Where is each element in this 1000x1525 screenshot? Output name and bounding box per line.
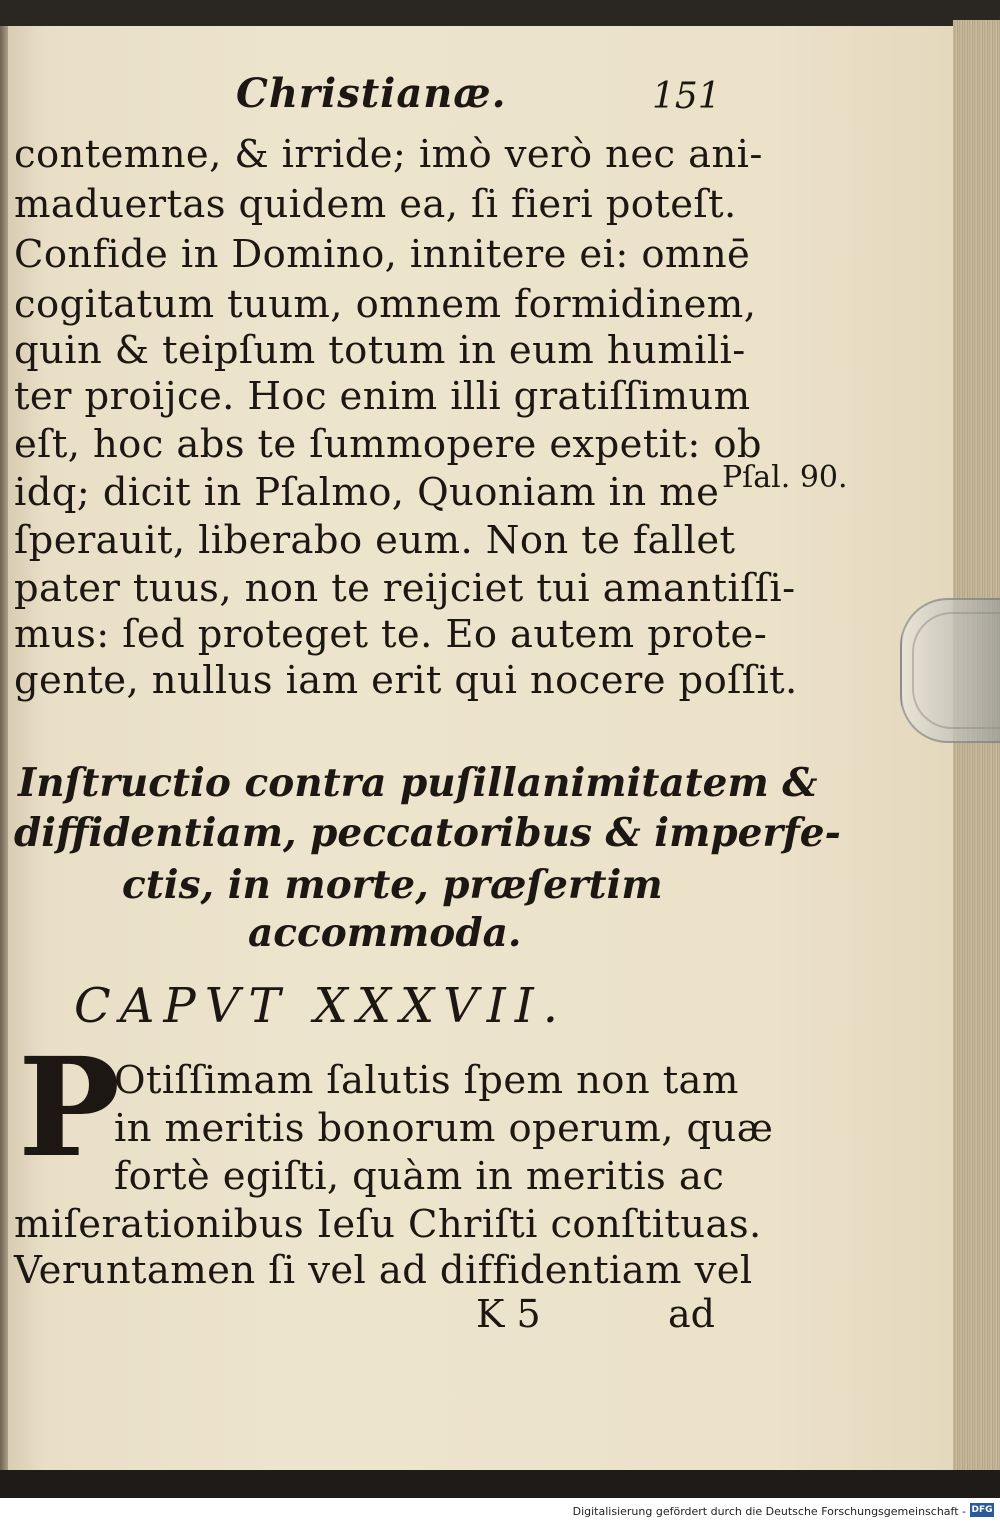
chapter-line-5: Veruntamen ſi vel ad diffidentiam vel xyxy=(14,1248,753,1293)
page-edges xyxy=(953,20,1000,1470)
scan-bottom-band xyxy=(0,1470,1000,1498)
section-heading-line-3: ctis, in morte, præſertim xyxy=(122,862,663,908)
chapter-line-4: miſerationibus Ieſu Chriſti conſtituas. xyxy=(14,1202,762,1247)
signature-mark: K 5 xyxy=(476,1292,541,1336)
body-line-2: maduertas quidem ea, ſi fieri poteſt. xyxy=(14,182,737,227)
catchword: ad xyxy=(668,1292,715,1336)
body-line-12: gente, nullus iam erit qui nocere poſſit. xyxy=(14,658,798,703)
section-heading-line-2: diffidentiam, peccatoribus & imperfe- xyxy=(14,810,841,856)
body-line-5: quin & teipſum totum in eum humili- xyxy=(14,328,746,373)
body-line-3: Confide in Domino, innitere ei: omnē xyxy=(14,232,751,277)
drop-cap: P xyxy=(18,1028,121,1188)
page-number: 151 xyxy=(652,76,721,117)
page-clip-inner xyxy=(912,612,1000,729)
chapter-title: CAPVT XXXVII. xyxy=(74,978,567,1034)
body-line-8: idq; dicit in Pſalmo, Quoniam in me xyxy=(14,470,720,515)
running-head: Christianæ. xyxy=(236,70,507,117)
chapter-line-2: in meritis bonorum operum, quæ xyxy=(114,1106,774,1151)
body-line-1: contemne, & irride; imò verò nec ani- xyxy=(14,132,763,177)
dfg-logo: DFG xyxy=(971,1505,993,1515)
body-line-11: mus: ſed proteget te. Eo autem prote- xyxy=(14,612,768,657)
section-heading-line-1: Inſtructio contra puſillanimitatem & xyxy=(18,760,818,806)
body-line-9: ſperauit, liberabo eum. Non te fallet xyxy=(14,518,736,563)
body-line-7: eſt, hoc abs te ſummopere expetit: ob xyxy=(14,422,762,467)
chapter-line-3: fortè egiſti, quàm in meritis ac xyxy=(114,1154,725,1199)
body-line-6: ter proijce. Hoc enim illi gratiſſimum xyxy=(14,374,751,419)
body-line-10: pater tuus, non te reijciet tui amantiſſi- xyxy=(14,566,796,611)
section-heading-line-4: accommoda. xyxy=(248,910,522,956)
chapter-line-1: Otiſſimam ſalutis ſpem non tam xyxy=(114,1058,739,1103)
digitization-credit: Digitalisierung gefördert durch die Deutsche Forschungsgemeinschaft - xyxy=(572,1505,966,1518)
body-line-4: cogitatum tuum, omnem formidinem, xyxy=(14,282,757,327)
margin-note: Pſal. 90. xyxy=(722,460,848,495)
